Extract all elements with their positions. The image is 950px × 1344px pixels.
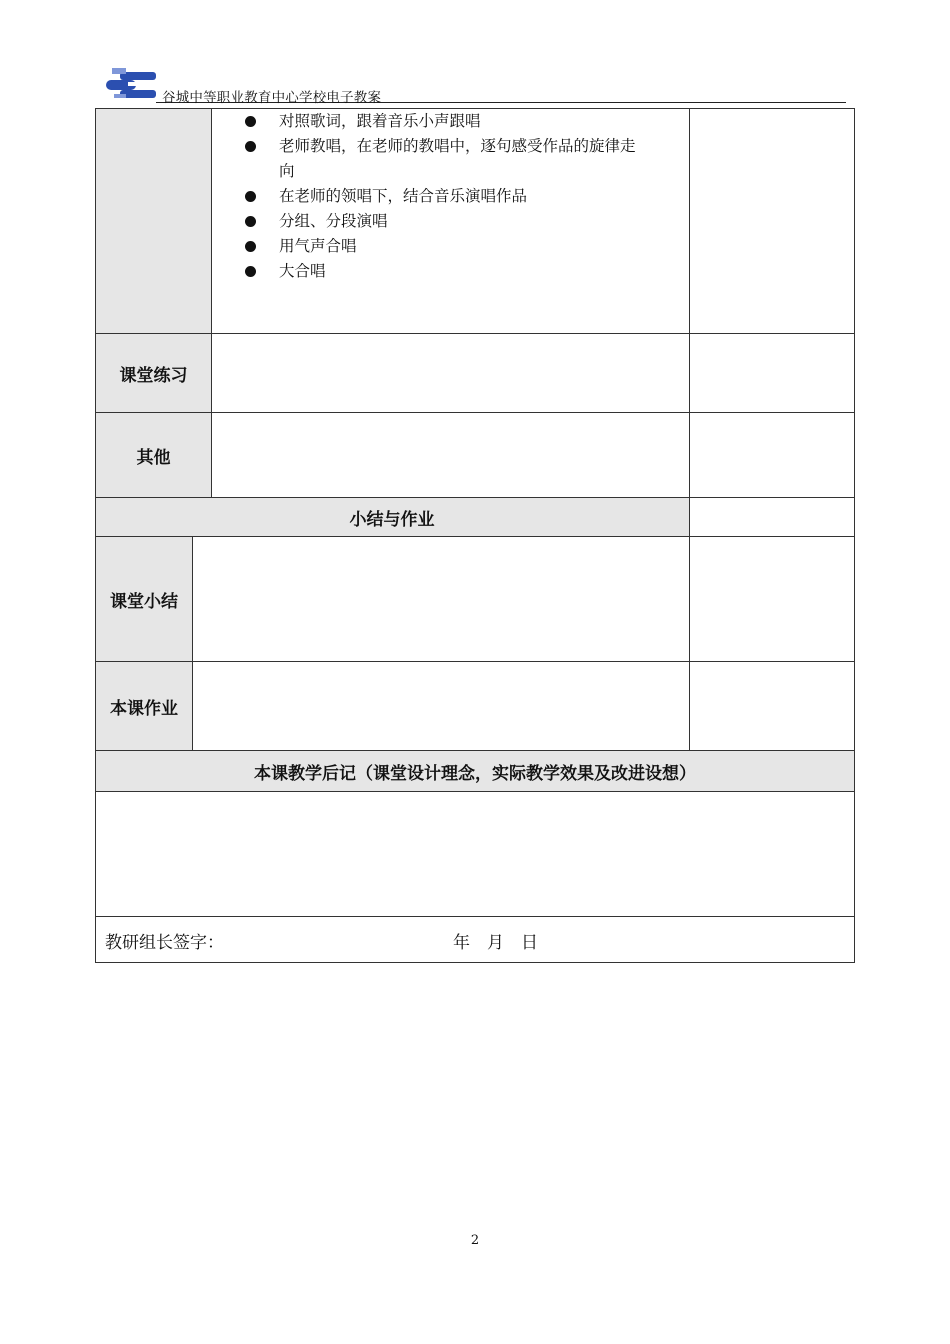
row-divider — [95, 661, 855, 662]
row-divider — [95, 916, 855, 917]
row-divider — [95, 791, 855, 792]
practice-label: 课堂练习 — [119, 365, 188, 386]
signature-label: 教研组长签字： — [105, 933, 224, 953]
bullet-icon — [245, 216, 256, 227]
list-item: 大合唱 — [245, 259, 639, 284]
summary-label: 课堂小结 — [110, 592, 178, 612]
page-header — [104, 66, 846, 106]
homework-label: 本课作业 — [110, 699, 178, 719]
list-item: 对照歌词，跟着音乐小声跟唱 — [245, 109, 639, 134]
table-border-top — [95, 108, 855, 109]
summary-header: 小结与作业 — [349, 509, 435, 530]
page-number: 2 — [470, 1233, 480, 1248]
activity-list — [245, 109, 639, 284]
school-title: 谷城中等职业教育中心学校电子教案 — [162, 90, 382, 106]
bullet-icon — [245, 266, 256, 277]
list-item: 分组、分段演唱 — [245, 209, 639, 234]
bullet-icon — [245, 141, 256, 152]
row-divider — [95, 750, 855, 751]
reflection-header: 本课教学后记（课堂设计理念，实际教学效果及改进设想） — [254, 763, 696, 784]
school-logo — [104, 66, 160, 102]
list-item: 老师教唱，在老师的教唱中，逐句感受作品的旋律走向 — [245, 134, 639, 184]
bullet-icon — [245, 191, 256, 202]
table-border-bottom — [95, 962, 855, 963]
list-item: 在老师的领唱下，结合音乐演唱作品 — [245, 184, 639, 209]
list-item: 用气声合唱 — [245, 234, 639, 259]
date-label: 年 月 日 — [453, 933, 538, 953]
bullet-icon — [245, 241, 256, 252]
bullet-icon — [245, 116, 256, 127]
row-divider — [95, 497, 855, 498]
column-divider — [211, 108, 212, 497]
row-divider — [95, 536, 855, 537]
lesson-plan-table — [95, 108, 855, 963]
column-divider — [192, 537, 193, 751]
column-divider — [689, 108, 690, 751]
row-divider — [95, 412, 855, 413]
other-label: 其他 — [136, 447, 171, 468]
row-divider — [95, 333, 855, 334]
